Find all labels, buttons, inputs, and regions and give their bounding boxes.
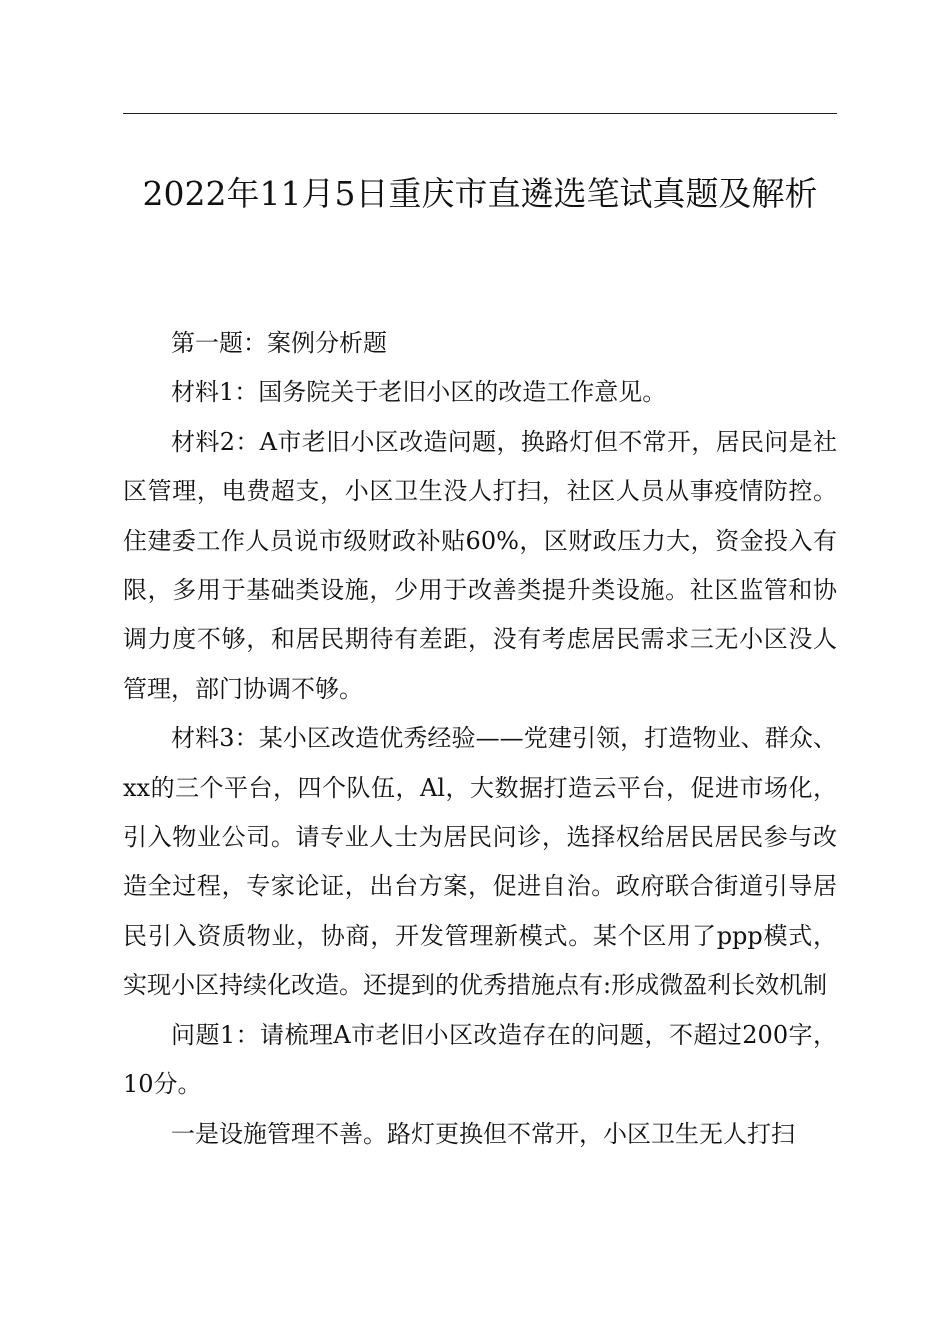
header-rule — [123, 113, 837, 114]
section-heading: 第一题：案例分析题 — [171, 329, 387, 357]
answer-paragraph: 一是设施管理不善。路灯更换但不常开，小区卫生无人打扫 — [171, 1119, 795, 1148]
document-body — [123, 319, 837, 1159]
question-1-paragraph: 问题1：请梳理A市老旧小区改造存在的问题，不超过200字，10分。 — [123, 1020, 837, 1099]
material-3-paragraph: 材料3：某小区改造优秀经验——党建引领，打造物业、群众、xx的三个平台，四个队伍，Al，大数据打造云平台，促进市场化，引入物业公司。请专业人士为居民问诊，选择权给居民居民参与改造全过程，专家论证，出台方案，促进自治。政府联合街道引导居民引入资质物业，协商，开发管理新模式。某个区用了ppp模式，实现小区持续化改造。还提到的优秀措施点有:形成微盈利长效机制 — [123, 724, 837, 1000]
document-title: 2022年11月5日重庆市直遴选笔试真题及解析 — [142, 174, 818, 213]
material-1-paragraph: 材料1：国务院关于老旧小区的改造工作意见。 — [171, 378, 667, 407]
material-2-paragraph: 材料2：A市老旧小区改造问题，换路灯但不常开，居民问是社区管理，电费超支，小区卫生没人打扫，社区人员从事疫情防控。住建委工作人员说市级财政补贴60%，区财政压力大，资金投入有限，多用于基础类设施，少用于改善类提升类设施。社区监管和协调力度不够，和居民期待有差距，没有考虑居民需求三无小区没人管理，部门协调不够。 — [123, 427, 837, 703]
